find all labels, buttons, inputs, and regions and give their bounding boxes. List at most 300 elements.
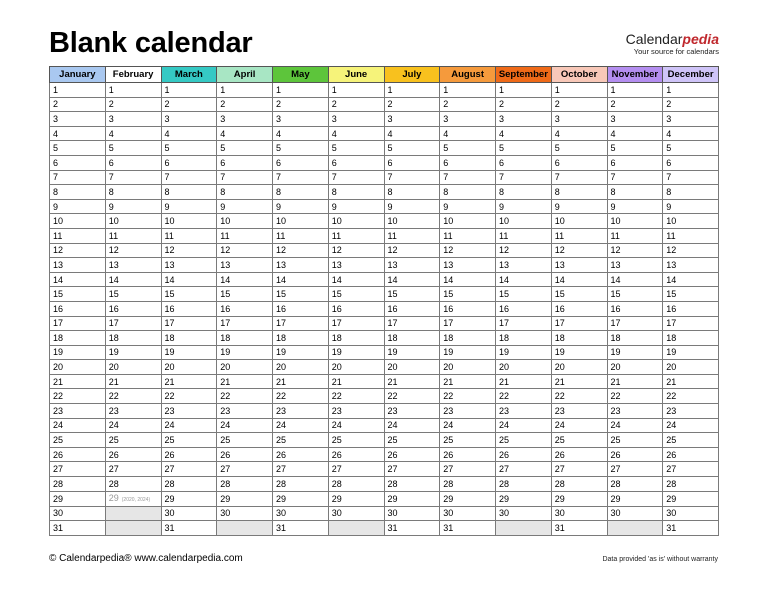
day-cell: 17 bbox=[384, 316, 440, 331]
day-cell: 23 bbox=[440, 404, 496, 419]
day-cell: 18 bbox=[50, 331, 106, 346]
day-cell: 10 bbox=[607, 214, 663, 229]
day-cell: 9 bbox=[496, 199, 552, 214]
empty-cell bbox=[496, 521, 552, 536]
day-cell: 12 bbox=[551, 243, 607, 258]
day-cell: 31 bbox=[384, 521, 440, 536]
day-cell: 12 bbox=[663, 243, 719, 258]
day-cell: 24 bbox=[496, 418, 552, 433]
day-cell: 15 bbox=[663, 287, 719, 302]
day-cell: 4 bbox=[663, 126, 719, 141]
day-cell: 1 bbox=[273, 83, 329, 98]
month-header-august: August bbox=[440, 67, 496, 83]
month-header-march: March bbox=[161, 67, 217, 83]
day-cell: 17 bbox=[105, 316, 161, 331]
day-cell: 3 bbox=[440, 112, 496, 127]
month-header-june: June bbox=[328, 67, 384, 83]
day-cell: 10 bbox=[217, 214, 273, 229]
day-cell: 8 bbox=[328, 185, 384, 200]
day-cell: 12 bbox=[607, 243, 663, 258]
day-cell: 22 bbox=[273, 389, 329, 404]
day-cell: 7 bbox=[384, 170, 440, 185]
day-cell: 9 bbox=[50, 199, 106, 214]
day-cell: 23 bbox=[161, 404, 217, 419]
day-cell: 27 bbox=[384, 462, 440, 477]
day-cell: 3 bbox=[273, 112, 329, 127]
day-cell: 27 bbox=[607, 462, 663, 477]
empty-cell bbox=[105, 506, 161, 521]
day-cell: 16 bbox=[161, 301, 217, 316]
day-cell: 31 bbox=[273, 521, 329, 536]
day-cell: 9 bbox=[663, 199, 719, 214]
day-row bbox=[50, 228, 719, 243]
day-cell: 30 bbox=[551, 506, 607, 521]
day-row bbox=[50, 199, 719, 214]
day-cell: 20 bbox=[50, 360, 106, 375]
day-cell: 6 bbox=[663, 155, 719, 170]
day-cell: 9 bbox=[217, 199, 273, 214]
day-cell: 10 bbox=[105, 214, 161, 229]
day-cell: 4 bbox=[273, 126, 329, 141]
day-cell: 19 bbox=[384, 345, 440, 360]
day-cell: 8 bbox=[551, 185, 607, 200]
day-cell: 19 bbox=[161, 345, 217, 360]
day-cell: 14 bbox=[50, 272, 106, 287]
day-row bbox=[50, 345, 719, 360]
brand-name bbox=[626, 32, 719, 47]
day-cell: 28 bbox=[105, 477, 161, 492]
day-cell: 11 bbox=[440, 228, 496, 243]
day-cell: 11 bbox=[273, 228, 329, 243]
day-cell: 11 bbox=[161, 228, 217, 243]
day-cell: 24 bbox=[328, 418, 384, 433]
day-cell: 28 bbox=[607, 477, 663, 492]
day-cell: 4 bbox=[607, 126, 663, 141]
day-cell: 20 bbox=[217, 360, 273, 375]
day-cell: 18 bbox=[384, 331, 440, 346]
day-cell: 16 bbox=[440, 301, 496, 316]
day-cell: 10 bbox=[50, 214, 106, 229]
day-cell: 27 bbox=[496, 462, 552, 477]
day-cell: 2 bbox=[50, 97, 106, 112]
day-cell: 3 bbox=[217, 112, 273, 127]
day-cell: 4 bbox=[217, 126, 273, 141]
day-cell: 24 bbox=[50, 418, 106, 433]
day-row bbox=[50, 170, 719, 185]
day-cell: 14 bbox=[105, 272, 161, 287]
day-cell: 14 bbox=[607, 272, 663, 287]
day-cell: 4 bbox=[50, 126, 106, 141]
day-cell: 10 bbox=[328, 214, 384, 229]
day-cell: 8 bbox=[217, 185, 273, 200]
day-cell: 25 bbox=[384, 433, 440, 448]
day-cell: 27 bbox=[273, 462, 329, 477]
day-row bbox=[50, 243, 719, 258]
day-cell: 12 bbox=[217, 243, 273, 258]
day-cell: 14 bbox=[273, 272, 329, 287]
day-cell: 17 bbox=[440, 316, 496, 331]
day-cell: 24 bbox=[551, 418, 607, 433]
day-cell: 30 bbox=[384, 506, 440, 521]
day-cell: 22 bbox=[440, 389, 496, 404]
day-cell: 26 bbox=[105, 447, 161, 462]
day-cell: 21 bbox=[50, 374, 106, 389]
day-cell: 23 bbox=[50, 404, 106, 419]
day-row bbox=[50, 214, 719, 229]
day-cell: 30 bbox=[496, 506, 552, 521]
day-cell: 1 bbox=[607, 83, 663, 98]
day-cell: 27 bbox=[663, 462, 719, 477]
day-cell: 19 bbox=[328, 345, 384, 360]
day-cell: 27 bbox=[551, 462, 607, 477]
day-row bbox=[50, 97, 719, 112]
day-cell: 24 bbox=[384, 418, 440, 433]
day-cell: 4 bbox=[440, 126, 496, 141]
day-cell: 17 bbox=[607, 316, 663, 331]
day-cell: 3 bbox=[161, 112, 217, 127]
day-cell: 6 bbox=[440, 155, 496, 170]
day-cell: 26 bbox=[161, 447, 217, 462]
day-cell: 26 bbox=[440, 447, 496, 462]
day-cell: 8 bbox=[384, 185, 440, 200]
day-cell: 2 bbox=[440, 97, 496, 112]
day-cell: 18 bbox=[217, 331, 273, 346]
day-cell: 23 bbox=[551, 404, 607, 419]
month-header-april: April bbox=[217, 67, 273, 83]
day-cell: 15 bbox=[496, 287, 552, 302]
day-row bbox=[50, 141, 719, 156]
day-cell: 5 bbox=[496, 141, 552, 156]
day-cell: 21 bbox=[440, 374, 496, 389]
day-cell: 24 bbox=[663, 418, 719, 433]
day-cell: 11 bbox=[496, 228, 552, 243]
day-cell: 18 bbox=[105, 331, 161, 346]
day-cell: 2 bbox=[161, 97, 217, 112]
day-cell: 3 bbox=[663, 112, 719, 127]
day-cell: 28 bbox=[384, 477, 440, 492]
day-cell: 1 bbox=[161, 83, 217, 98]
month-header-july: July bbox=[384, 67, 440, 83]
day-cell: 10 bbox=[273, 214, 329, 229]
day-cell: 29 bbox=[551, 491, 607, 506]
calendar-body bbox=[50, 83, 719, 536]
day-cell: 5 bbox=[607, 141, 663, 156]
day-cell: 18 bbox=[663, 331, 719, 346]
day-cell: 30 bbox=[161, 506, 217, 521]
day-cell: 6 bbox=[273, 155, 329, 170]
day-cell: 20 bbox=[328, 360, 384, 375]
day-cell: 28 bbox=[496, 477, 552, 492]
day-cell: 31 bbox=[551, 521, 607, 536]
day-cell: 17 bbox=[663, 316, 719, 331]
leap-day-number: 29 bbox=[108, 492, 119, 503]
brand-tagline: Your source for calendars bbox=[633, 47, 719, 56]
day-cell: 15 bbox=[328, 287, 384, 302]
day-cell: 19 bbox=[663, 345, 719, 360]
day-cell: 7 bbox=[161, 170, 217, 185]
day-cell: 8 bbox=[496, 185, 552, 200]
day-cell: 23 bbox=[607, 404, 663, 419]
day-cell: 24 bbox=[217, 418, 273, 433]
day-cell: 21 bbox=[217, 374, 273, 389]
day-row bbox=[50, 433, 719, 448]
day-cell: 30 bbox=[328, 506, 384, 521]
day-cell: 26 bbox=[551, 447, 607, 462]
day-cell: 3 bbox=[105, 112, 161, 127]
day-cell: 5 bbox=[440, 141, 496, 156]
day-cell: 11 bbox=[50, 228, 106, 243]
day-cell: 13 bbox=[105, 258, 161, 273]
day-cell: 17 bbox=[273, 316, 329, 331]
day-cell: 5 bbox=[105, 141, 161, 156]
day-cell: 31 bbox=[161, 521, 217, 536]
day-cell: 23 bbox=[217, 404, 273, 419]
day-cell: 12 bbox=[273, 243, 329, 258]
day-cell: 30 bbox=[440, 506, 496, 521]
day-cell: 10 bbox=[384, 214, 440, 229]
day-cell: 22 bbox=[328, 389, 384, 404]
day-cell: 16 bbox=[328, 301, 384, 316]
day-cell: 29 bbox=[50, 491, 106, 506]
day-row bbox=[50, 389, 719, 404]
day-cell: 4 bbox=[161, 126, 217, 141]
day-cell: 9 bbox=[607, 199, 663, 214]
day-row bbox=[50, 477, 719, 492]
leap-year-note: (2020, 2024) bbox=[121, 496, 151, 503]
day-cell: 6 bbox=[551, 155, 607, 170]
day-cell: 19 bbox=[50, 345, 106, 360]
day-cell: 21 bbox=[161, 374, 217, 389]
day-cell: 27 bbox=[440, 462, 496, 477]
day-cell: 19 bbox=[496, 345, 552, 360]
day-row bbox=[50, 155, 719, 170]
day-cell: 17 bbox=[161, 316, 217, 331]
day-cell: 11 bbox=[663, 228, 719, 243]
day-cell: 13 bbox=[496, 258, 552, 273]
day-row bbox=[50, 331, 719, 346]
day-row bbox=[50, 258, 719, 273]
day-cell: 20 bbox=[105, 360, 161, 375]
day-cell: 16 bbox=[663, 301, 719, 316]
day-cell: 21 bbox=[607, 374, 663, 389]
day-cell: 9 bbox=[105, 199, 161, 214]
day-row bbox=[50, 272, 719, 287]
day-cell: 28 bbox=[440, 477, 496, 492]
day-cell: 25 bbox=[273, 433, 329, 448]
day-cell: 1 bbox=[217, 83, 273, 98]
day-cell: 23 bbox=[105, 404, 161, 419]
day-cell: 5 bbox=[273, 141, 329, 156]
day-cell: 22 bbox=[161, 389, 217, 404]
brand-logo bbox=[626, 32, 719, 56]
day-cell: 16 bbox=[273, 301, 329, 316]
day-cell: 13 bbox=[217, 258, 273, 273]
day-cell: 15 bbox=[551, 287, 607, 302]
day-cell: 29 bbox=[161, 491, 217, 506]
day-cell: 2 bbox=[105, 97, 161, 112]
day-cell: 16 bbox=[607, 301, 663, 316]
brand-name-part1: Calendar bbox=[625, 31, 683, 47]
day-cell: 30 bbox=[663, 506, 719, 521]
day-cell: 1 bbox=[440, 83, 496, 98]
day-cell: 3 bbox=[328, 112, 384, 127]
day-cell: 10 bbox=[663, 214, 719, 229]
day-cell: 24 bbox=[607, 418, 663, 433]
day-row bbox=[50, 126, 719, 141]
day-cell: 28 bbox=[217, 477, 273, 492]
day-cell: 21 bbox=[273, 374, 329, 389]
day-cell: 3 bbox=[384, 112, 440, 127]
day-cell: 18 bbox=[551, 331, 607, 346]
day-cell: 12 bbox=[496, 243, 552, 258]
day-cell: 23 bbox=[663, 404, 719, 419]
day-cell: 7 bbox=[663, 170, 719, 185]
day-cell: 26 bbox=[496, 447, 552, 462]
day-cell: 29 bbox=[217, 491, 273, 506]
day-cell: 18 bbox=[607, 331, 663, 346]
day-cell: 2 bbox=[551, 97, 607, 112]
day-cell: 7 bbox=[273, 170, 329, 185]
day-cell: 6 bbox=[607, 155, 663, 170]
page-title: Blank calendar bbox=[49, 27, 253, 59]
day-cell: 25 bbox=[50, 433, 106, 448]
day-cell: 12 bbox=[161, 243, 217, 258]
day-cell: 19 bbox=[440, 345, 496, 360]
day-cell: 7 bbox=[50, 170, 106, 185]
day-cell: 19 bbox=[217, 345, 273, 360]
day-cell: 10 bbox=[496, 214, 552, 229]
day-cell: 16 bbox=[551, 301, 607, 316]
footer-copyright: © Calendarpedia® www.calendarpedia.com bbox=[49, 553, 243, 564]
day-cell: 6 bbox=[105, 155, 161, 170]
day-cell: 7 bbox=[217, 170, 273, 185]
day-cell: 12 bbox=[384, 243, 440, 258]
day-cell: 26 bbox=[217, 447, 273, 462]
day-cell: 22 bbox=[50, 389, 106, 404]
day-cell: 22 bbox=[105, 389, 161, 404]
day-cell: 29 bbox=[607, 491, 663, 506]
day-cell: 17 bbox=[50, 316, 106, 331]
leap-day-cell bbox=[105, 491, 161, 506]
month-header-december: December bbox=[663, 67, 719, 83]
day-cell: 24 bbox=[105, 418, 161, 433]
day-cell: 20 bbox=[440, 360, 496, 375]
day-row bbox=[50, 462, 719, 477]
day-cell: 29 bbox=[440, 491, 496, 506]
day-cell: 31 bbox=[50, 521, 106, 536]
day-cell: 12 bbox=[328, 243, 384, 258]
day-cell: 20 bbox=[496, 360, 552, 375]
day-cell: 19 bbox=[551, 345, 607, 360]
day-cell: 5 bbox=[384, 141, 440, 156]
day-cell: 4 bbox=[328, 126, 384, 141]
day-cell: 1 bbox=[663, 83, 719, 98]
day-cell: 5 bbox=[551, 141, 607, 156]
day-cell: 29 bbox=[273, 491, 329, 506]
day-cell: 9 bbox=[161, 199, 217, 214]
day-cell: 18 bbox=[440, 331, 496, 346]
day-cell: 10 bbox=[551, 214, 607, 229]
day-row bbox=[50, 521, 719, 536]
day-cell: 8 bbox=[440, 185, 496, 200]
day-cell: 3 bbox=[496, 112, 552, 127]
empty-cell bbox=[105, 521, 161, 536]
day-cell: 23 bbox=[328, 404, 384, 419]
day-cell: 10 bbox=[161, 214, 217, 229]
day-cell: 25 bbox=[440, 433, 496, 448]
day-cell: 17 bbox=[551, 316, 607, 331]
day-cell: 8 bbox=[105, 185, 161, 200]
day-cell: 2 bbox=[663, 97, 719, 112]
day-cell: 4 bbox=[105, 126, 161, 141]
day-cell: 15 bbox=[607, 287, 663, 302]
day-cell: 30 bbox=[217, 506, 273, 521]
day-cell: 14 bbox=[663, 272, 719, 287]
day-cell: 1 bbox=[551, 83, 607, 98]
day-cell: 23 bbox=[496, 404, 552, 419]
day-row bbox=[50, 185, 719, 200]
day-cell: 27 bbox=[328, 462, 384, 477]
day-cell: 28 bbox=[551, 477, 607, 492]
day-cell: 15 bbox=[50, 287, 106, 302]
day-cell: 21 bbox=[328, 374, 384, 389]
day-cell: 17 bbox=[328, 316, 384, 331]
day-cell: 26 bbox=[663, 447, 719, 462]
empty-cell bbox=[328, 521, 384, 536]
day-cell: 9 bbox=[328, 199, 384, 214]
day-cell: 28 bbox=[328, 477, 384, 492]
day-cell: 13 bbox=[551, 258, 607, 273]
day-cell: 19 bbox=[105, 345, 161, 360]
day-cell: 14 bbox=[440, 272, 496, 287]
day-cell: 9 bbox=[440, 199, 496, 214]
month-header-september: September bbox=[496, 67, 552, 83]
day-cell: 20 bbox=[663, 360, 719, 375]
day-cell: 14 bbox=[384, 272, 440, 287]
day-cell: 15 bbox=[273, 287, 329, 302]
day-cell: 25 bbox=[551, 433, 607, 448]
day-cell: 26 bbox=[50, 447, 106, 462]
day-cell: 14 bbox=[328, 272, 384, 287]
day-cell: 7 bbox=[105, 170, 161, 185]
day-cell: 3 bbox=[551, 112, 607, 127]
day-cell: 2 bbox=[607, 97, 663, 112]
day-cell: 14 bbox=[217, 272, 273, 287]
day-cell: 11 bbox=[384, 228, 440, 243]
day-cell: 22 bbox=[663, 389, 719, 404]
day-cell: 13 bbox=[384, 258, 440, 273]
day-cell: 25 bbox=[105, 433, 161, 448]
day-cell: 11 bbox=[105, 228, 161, 243]
day-cell: 9 bbox=[384, 199, 440, 214]
day-cell: 20 bbox=[551, 360, 607, 375]
day-cell: 26 bbox=[607, 447, 663, 462]
day-cell: 8 bbox=[663, 185, 719, 200]
day-row bbox=[50, 360, 719, 375]
day-cell: 16 bbox=[50, 301, 106, 316]
day-cell: 21 bbox=[105, 374, 161, 389]
day-cell: 17 bbox=[496, 316, 552, 331]
day-cell: 6 bbox=[50, 155, 106, 170]
day-cell: 9 bbox=[273, 199, 329, 214]
day-cell: 25 bbox=[217, 433, 273, 448]
month-header-january: January bbox=[50, 67, 106, 83]
day-cell: 15 bbox=[440, 287, 496, 302]
month-header-february: February bbox=[105, 67, 161, 83]
day-cell: 7 bbox=[551, 170, 607, 185]
day-cell: 11 bbox=[217, 228, 273, 243]
day-cell: 16 bbox=[217, 301, 273, 316]
